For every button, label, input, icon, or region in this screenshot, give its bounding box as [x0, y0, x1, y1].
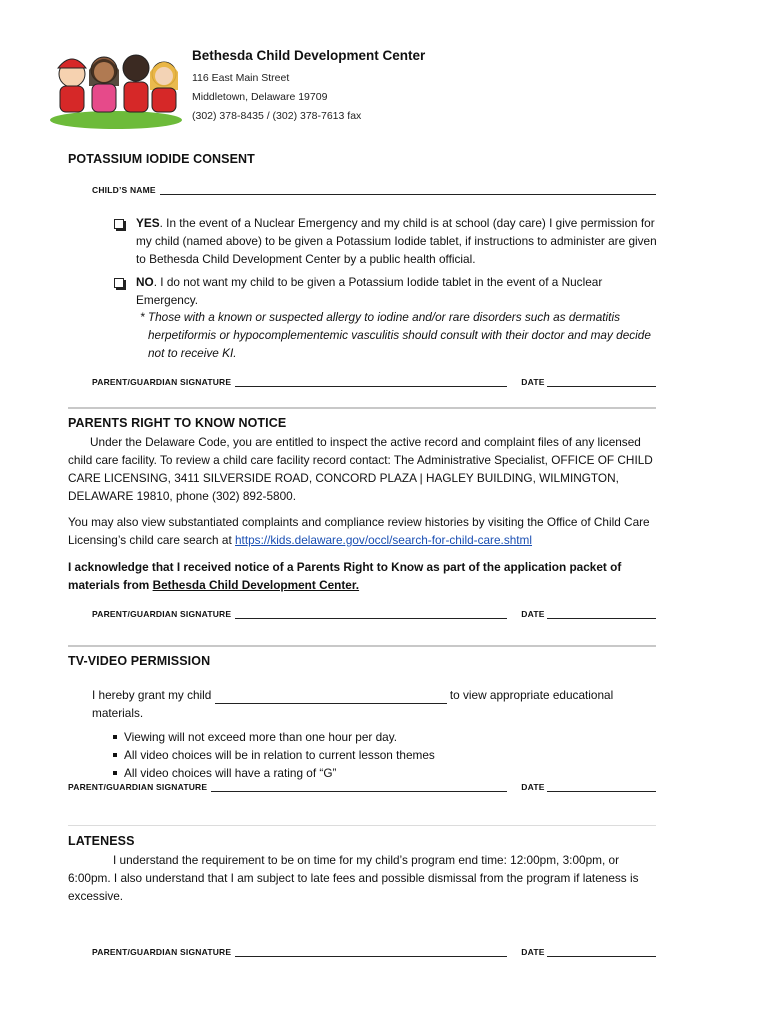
lateness-text: I understand the requirement to be on time for my child’s program end time: 12:00pm, 3:00pm, or 6:00pm. I also understand that I am subject to late fees and possible dismissal from the program if lateness is excessive.: [68, 853, 639, 903]
signature-field[interactable]: [211, 781, 507, 792]
list-item: All video choices will be in relation to current lesson themes: [113, 746, 653, 764]
signature-label: PARENT/GUARDIAN SIGNATURE: [92, 947, 232, 957]
right-to-know-para2: [68, 513, 658, 549]
grant-end: materials.: [92, 706, 144, 720]
grant-suffix: to view appropriate educational: [449, 688, 614, 702]
rtk-signature-row: [92, 608, 656, 619]
no-option: [136, 273, 660, 309]
signature-field[interactable]: [235, 376, 507, 387]
signature-field[interactable]: [235, 608, 507, 619]
date-field[interactable]: [547, 608, 656, 619]
signature-label: PARENT/GUARDIAN SIGNATURE: [92, 377, 232, 387]
list-item: Viewing will not exceed more than one hour per day.: [113, 728, 653, 746]
lateness-title: LATENESS: [68, 834, 135, 848]
grant-prefix: I hereby grant my child: [92, 688, 212, 702]
divider: [68, 645, 656, 647]
right-to-know-para1: Under the Delaware Code, you are entitled to inspect the active record and complaint files of any licensed child care facility. To review a child care facility record contact: The Administrative Specialist, OFFICE OF CHILD CARE LICENSING, 3411 SILVERSIDE ROAD, CONCORD PLAZA | HAGLEY BUILDING, WILMINGTON, DELAWARE 19810, phone (302) 892-5800.: [68, 435, 653, 503]
child-name-field[interactable]: [215, 691, 447, 704]
org-name: Bethesda Child Development Center: [192, 48, 426, 63]
date-label: DATE: [521, 377, 545, 387]
org-city: Middletown, Delaware 19709: [192, 91, 328, 103]
tv-signature-row: [68, 781, 656, 792]
allergy-note: * Those with a known or suspected allergy to iodine and/or rare disorders such as dermatitis herpetiformis or hypocomplementemic vasculitis should consult with their doctor and may decide not to receive KI.: [140, 310, 651, 360]
child-name-row: [92, 184, 656, 195]
date-label: DATE: [521, 609, 545, 619]
signature-field[interactable]: [235, 946, 507, 957]
ack-org: Bethesda Child Development Center.: [152, 578, 360, 592]
tv-rules-list: [113, 728, 653, 782]
date-label: DATE: [521, 782, 545, 792]
list-item: All video choices will have a rating of “G”: [113, 764, 653, 782]
right-to-know-title: PARENTS RIGHT TO KNOW NOTICE: [68, 416, 287, 430]
date-field[interactable]: [547, 946, 656, 957]
no-checkbox[interactable]: [114, 278, 124, 288]
no-text: . I do not want my child to be given a Potassium Iodide tablet in the event of a Nuclear Emergency.: [136, 275, 603, 307]
child-care-search-link[interactable]: https://kids.delaware.gov/occl/search-for-child-care.shtml: [235, 533, 533, 547]
org-street: 116 East Main Street: [192, 72, 290, 84]
consent-title: POTASSIUM IODIDE CONSENT: [68, 152, 255, 166]
ack-text: I acknowledge that I received notice of a Parents Right to Know as part of the application packet of materials from: [68, 560, 622, 592]
yes-option: [136, 214, 660, 268]
date-field[interactable]: [547, 376, 656, 387]
kids-logo: [44, 46, 184, 130]
yes-checkbox[interactable]: [114, 219, 124, 229]
date-field[interactable]: [547, 781, 656, 792]
signature-label: PARENT/GUARDIAN SIGNATURE: [92, 609, 232, 619]
tv-title: TV-VIDEO PERMISSION: [68, 654, 211, 668]
yes-text: . In the event of a Nuclear Emergency and my child is at school (day care) I give permission for my child (named above) to be given a Potassium Iodide tablet, if instructions to administer are given to Bethesda Child Development Center by a public health official.: [136, 216, 657, 266]
tv-grant: [92, 686, 658, 704]
org-phone: (302) 378-8435 / (302) 378-7613 fax: [192, 110, 362, 122]
divider: [68, 825, 656, 826]
divider: [68, 407, 656, 409]
child-name-field[interactable]: [160, 184, 656, 195]
para2-text: You may also view substantiated complaints and compliance review histories by visiting the Office of Child Care Licensing’s child care search at: [68, 515, 650, 547]
lateness-signature-row: [92, 946, 656, 957]
signature-label: PARENT/GUARDIAN SIGNATURE: [68, 782, 208, 792]
no-label: NO: [136, 275, 154, 289]
child-name-label: CHILD’S NAME: [92, 185, 156, 195]
date-label: DATE: [521, 947, 545, 957]
consent-signature-row: [92, 376, 656, 387]
acknowledgement: [68, 558, 658, 594]
yes-label: YES: [136, 216, 160, 230]
